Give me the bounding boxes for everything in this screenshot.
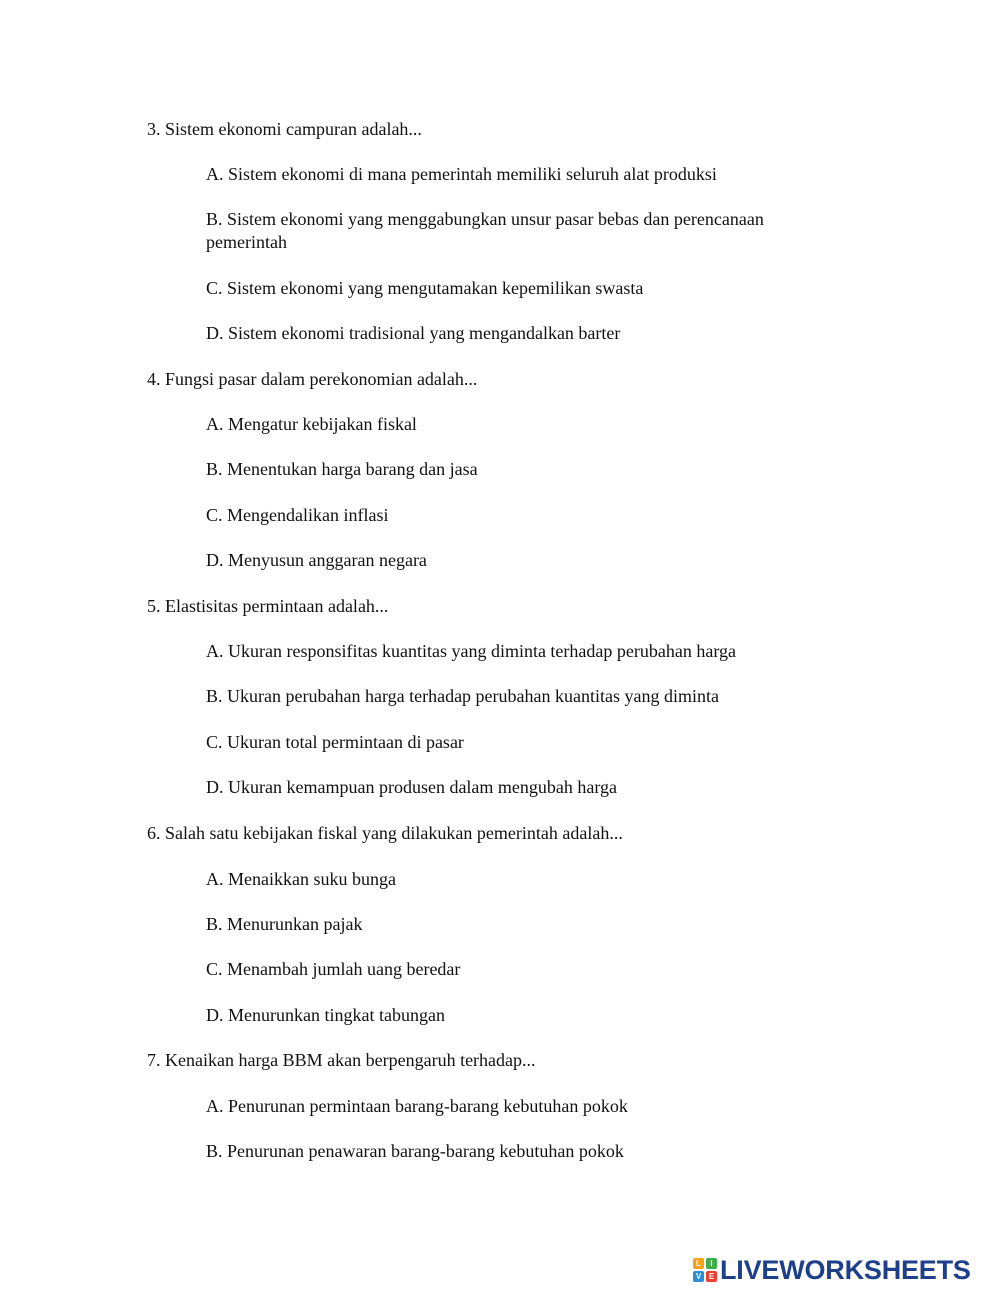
question-7-option-a[interactable]: A. Penurunan permintaan barang-barang kebutuhan pokok [206,1096,628,1116]
question-3: 3. Sistem ekonomi campuran adalah... [147,119,422,139]
question-6-option-c[interactable]: C. Menambah jumlah uang beredar [206,959,461,979]
logo-block-e: E [706,1271,717,1282]
question-4-option-c[interactable]: C. Mengendalikan inflasi [206,505,389,525]
question-6-option-d[interactable]: D. Menurunkan tingkat tabungan [206,1005,445,1025]
question-3-option-d[interactable]: D. Sistem ekonomi tradisional yang mengandalkan barter [206,323,621,343]
question-4-option-a[interactable]: A. Mengatur kebijakan fiskal [206,414,417,434]
logo-block-v: V [693,1271,704,1282]
question-3-option-a[interactable]: A. Sistem ekonomi di mana pemerintah memiliki seluruh alat produksi [206,164,717,184]
logo-blocks-icon [693,1258,717,1282]
question-3-option-c[interactable]: C. Sistem ekonomi yang mengutamakan kepemilikan swasta [206,278,644,298]
question-5-option-a[interactable]: A. Ukuran responsifitas kuantitas yang diminta terhadap perubahan harga [206,641,737,661]
question-3-option-b[interactable]: B. Sistem ekonomi yang menggabungkan unsur pasar bebas dan perencanaan pemerintah [206,209,764,252]
question-4-option-d[interactable]: D. Menyusun anggaran negara [206,550,427,570]
question-6: 6. Salah satu kebijakan fiskal yang dilakukan pemerintah adalah... [147,823,623,843]
question-5: 5. Elastisitas permintaan adalah... [147,596,389,616]
question-5-option-d[interactable]: D. Ukuran kemampuan produsen dalam mengubah harga [206,777,618,797]
question-4-option-b[interactable]: B. Menentukan harga barang dan jasa [206,459,478,479]
question-7: 7. Kenaikan harga BBM akan berpengaruh terhadap... [147,1050,536,1070]
logo-block-i: I [706,1258,717,1269]
question-5-option-c[interactable]: C. Ukuran total permintaan di pasar [206,732,464,752]
logo-text: LIVEWORKSHEETS [720,1255,971,1285]
question-7-option-b[interactable]: B. Penurunan penawaran barang-barang kebutuhan pokok [206,1141,624,1161]
liveworksheets-logo [693,1255,971,1285]
logo-block-l: L [693,1258,704,1269]
question-6-option-a[interactable]: A. Menaikkan suku bunga [206,869,396,889]
question-6-option-b[interactable]: B. Menurunkan pajak [206,914,363,934]
question-4: 4. Fungsi pasar dalam perekonomian adalah... [147,369,478,389]
question-5-option-b[interactable]: B. Ukuran perubahan harga terhadap perubahan kuantitas yang diminta [206,686,719,706]
